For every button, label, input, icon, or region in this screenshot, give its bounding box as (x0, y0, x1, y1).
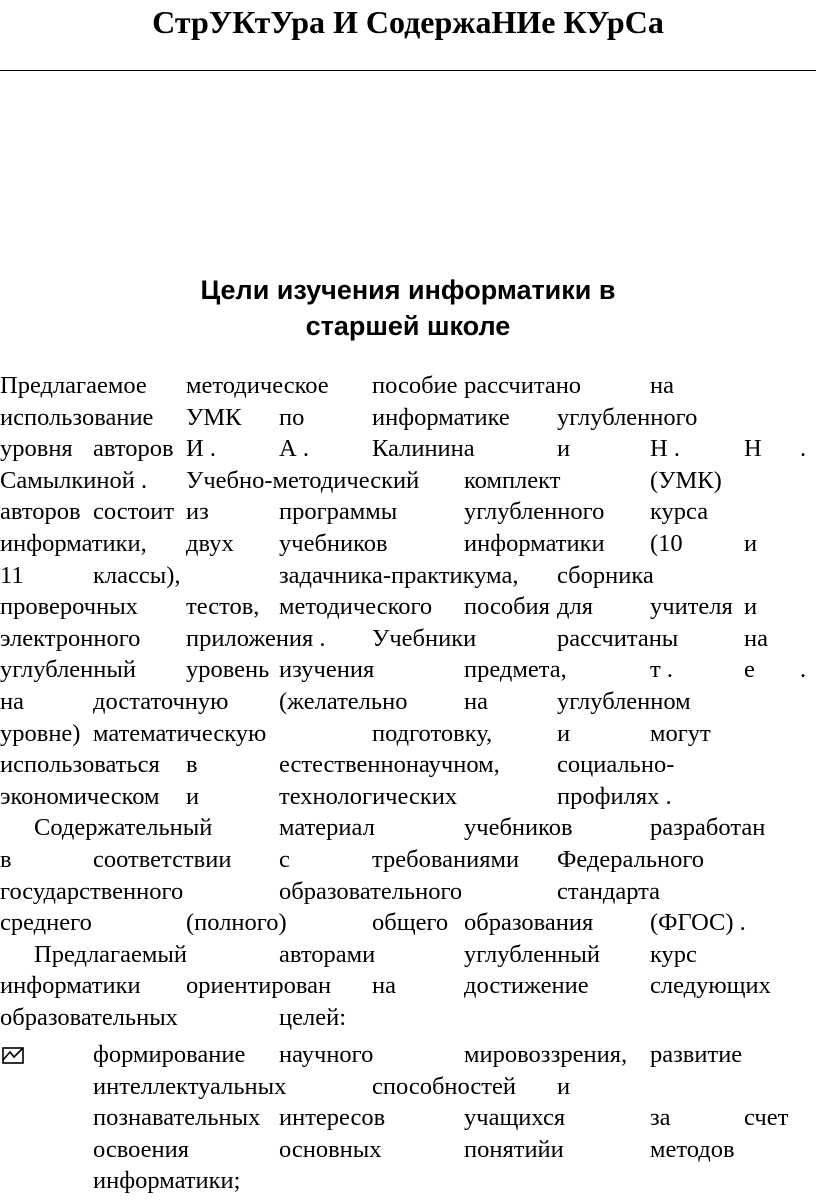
word: познавательных (93, 1104, 261, 1132)
word: экономическом (0, 782, 160, 810)
text-line (0, 1134, 816, 1166)
text-line (0, 560, 816, 592)
text-line (0, 844, 816, 876)
word: . (800, 656, 807, 684)
text-line (0, 781, 816, 813)
word: углубленный (464, 940, 600, 968)
bullet-item (0, 1039, 816, 1197)
word: и (557, 435, 571, 463)
text-line (0, 749, 816, 781)
word: учебников (279, 529, 388, 557)
word: технологических (279, 782, 458, 810)
word: понятийи (464, 1135, 564, 1163)
word: Самылкиной . (0, 466, 148, 494)
word: на (464, 687, 488, 715)
word: Федерального (557, 845, 705, 873)
text-line (0, 718, 816, 750)
text-line (0, 970, 816, 1002)
section-heading (0, 272, 816, 344)
word: и (744, 529, 758, 557)
text-line (0, 623, 816, 655)
word: авторами (279, 940, 376, 968)
word: формирование (93, 1041, 246, 1068)
text-line (0, 876, 816, 908)
word: методическое (186, 372, 329, 399)
word: в (0, 845, 12, 873)
word: профилях . (557, 782, 672, 810)
page-header-title: СтрУКтУра И СодержаНИе КУрСа (152, 4, 664, 40)
word: учащихся (464, 1104, 566, 1132)
text-line (0, 433, 816, 465)
word: и (744, 593, 758, 621)
word: и (557, 719, 571, 747)
word: образования (464, 909, 594, 937)
word: приложения . (186, 624, 326, 652)
word: образовательного (279, 877, 463, 905)
word: двух (186, 529, 234, 557)
word: разработан (650, 814, 766, 842)
word: методов (650, 1135, 735, 1163)
text-line (0, 402, 816, 434)
word: 11 (0, 561, 24, 589)
header-divider (0, 70, 816, 71)
word: социально- (557, 751, 675, 779)
word: (желательно (279, 687, 408, 715)
word: из (186, 498, 209, 526)
text-line (0, 1165, 816, 1197)
word: по (279, 403, 305, 431)
word: тестов, (186, 593, 260, 621)
word: требованиями (372, 845, 520, 873)
word: проверочных (0, 593, 138, 621)
word: уровень (186, 656, 270, 684)
word: информатике (372, 403, 510, 431)
word: материал (279, 814, 375, 842)
text-line (0, 370, 816, 402)
word: курс (650, 940, 697, 968)
word: предмета, (464, 656, 567, 684)
word: информатики (464, 529, 605, 557)
word: пособия (464, 593, 550, 621)
word: Содержательный (34, 814, 213, 842)
text-line (0, 654, 816, 686)
word: учебников (464, 814, 573, 842)
word: мировоззрения, (464, 1041, 628, 1068)
word: подготовку, (372, 719, 493, 747)
word: авторов (0, 498, 81, 526)
word: углубленном (557, 687, 691, 715)
word: курса (650, 498, 709, 526)
word: методического (279, 593, 433, 621)
word: (УМК) (650, 466, 722, 494)
word: в (186, 751, 198, 779)
word: с (279, 845, 290, 873)
word: сборника (557, 561, 654, 589)
word: уровне) (0, 719, 81, 747)
text-line (0, 1039, 816, 1071)
word: общего (372, 909, 449, 937)
word: задачника-практикума, (279, 561, 519, 589)
text-line (0, 465, 816, 497)
section-heading-line-2: старшей школе (305, 311, 511, 341)
word: способностей (372, 1072, 516, 1100)
word: Н . (650, 435, 680, 463)
word: изучения (279, 656, 375, 684)
word: Учебно-методический (186, 466, 420, 494)
word: е (744, 656, 755, 684)
word: уровня (0, 435, 73, 463)
word: Учебники (372, 624, 477, 652)
word: И . (186, 435, 216, 463)
word: пособие (372, 372, 458, 399)
word: интересов (279, 1104, 386, 1132)
word: (ФГОС) . (650, 909, 746, 937)
word: счет (744, 1104, 789, 1132)
word: и (186, 782, 200, 810)
text-line (0, 686, 816, 718)
word: т . (650, 656, 673, 684)
word: естественнонаучном, (279, 751, 500, 779)
word: достаточную (93, 687, 229, 715)
text-line (0, 907, 816, 939)
word: Предлагаемый (34, 940, 187, 968)
word: следующих (650, 972, 771, 1000)
word: углубленный (0, 656, 136, 684)
word: среднего (0, 909, 92, 937)
word: основных (279, 1135, 382, 1163)
word: развитие (650, 1041, 743, 1068)
word: . (800, 435, 807, 463)
word: углубленного (464, 498, 605, 526)
word: углубленного (557, 403, 698, 431)
word: на (650, 372, 674, 399)
word: информатики; (93, 1167, 241, 1195)
word: для (557, 593, 593, 621)
word: использоваться (0, 751, 160, 779)
word: на (372, 972, 396, 1000)
word: рассчитано (464, 372, 582, 399)
word: информатики, (0, 529, 147, 557)
text-line (0, 591, 816, 623)
word: Калинина (372, 435, 475, 463)
word: ориентирован (186, 972, 332, 1000)
word: комплект (464, 466, 561, 494)
word: рассчитаны (557, 624, 679, 652)
word: Н (744, 435, 762, 463)
word: (полного) (186, 909, 287, 937)
text-line (0, 528, 816, 560)
word: образовательных (0, 1003, 178, 1031)
word: состоит (93, 498, 175, 526)
word: и (557, 1072, 571, 1100)
word: стандарта (557, 877, 661, 905)
word: освоения (93, 1135, 190, 1163)
text-line (0, 1071, 816, 1103)
text-line (0, 1002, 816, 1034)
word: на (744, 624, 768, 652)
word: достижение (464, 972, 589, 1000)
word: интеллектуальных (93, 1072, 287, 1100)
text-line (0, 939, 816, 971)
text-line (0, 1102, 816, 1134)
text-line (0, 496, 816, 528)
word: электронного (0, 624, 141, 652)
word: соответствии (93, 845, 232, 873)
text-line (0, 812, 816, 844)
section-heading-line-1: Цели изучения информатики в (200, 275, 616, 305)
word: за (650, 1104, 671, 1132)
word: информатики (0, 972, 141, 1000)
word: государственного (0, 877, 184, 905)
word: целей: (279, 1003, 347, 1031)
word: авторов (93, 435, 174, 463)
word: математическую (93, 719, 267, 747)
word: учителя (650, 593, 733, 621)
word: могут (650, 719, 711, 747)
word: УМК (186, 403, 242, 431)
word: программы (279, 498, 398, 526)
word: классы), (93, 561, 181, 589)
word: Предлагаемое (0, 372, 147, 399)
word: А . (279, 435, 309, 463)
word: (10 (650, 529, 683, 557)
word: на (0, 687, 24, 715)
word: научного (279, 1041, 374, 1068)
word: использование (0, 403, 154, 431)
document-body (0, 370, 816, 1033)
